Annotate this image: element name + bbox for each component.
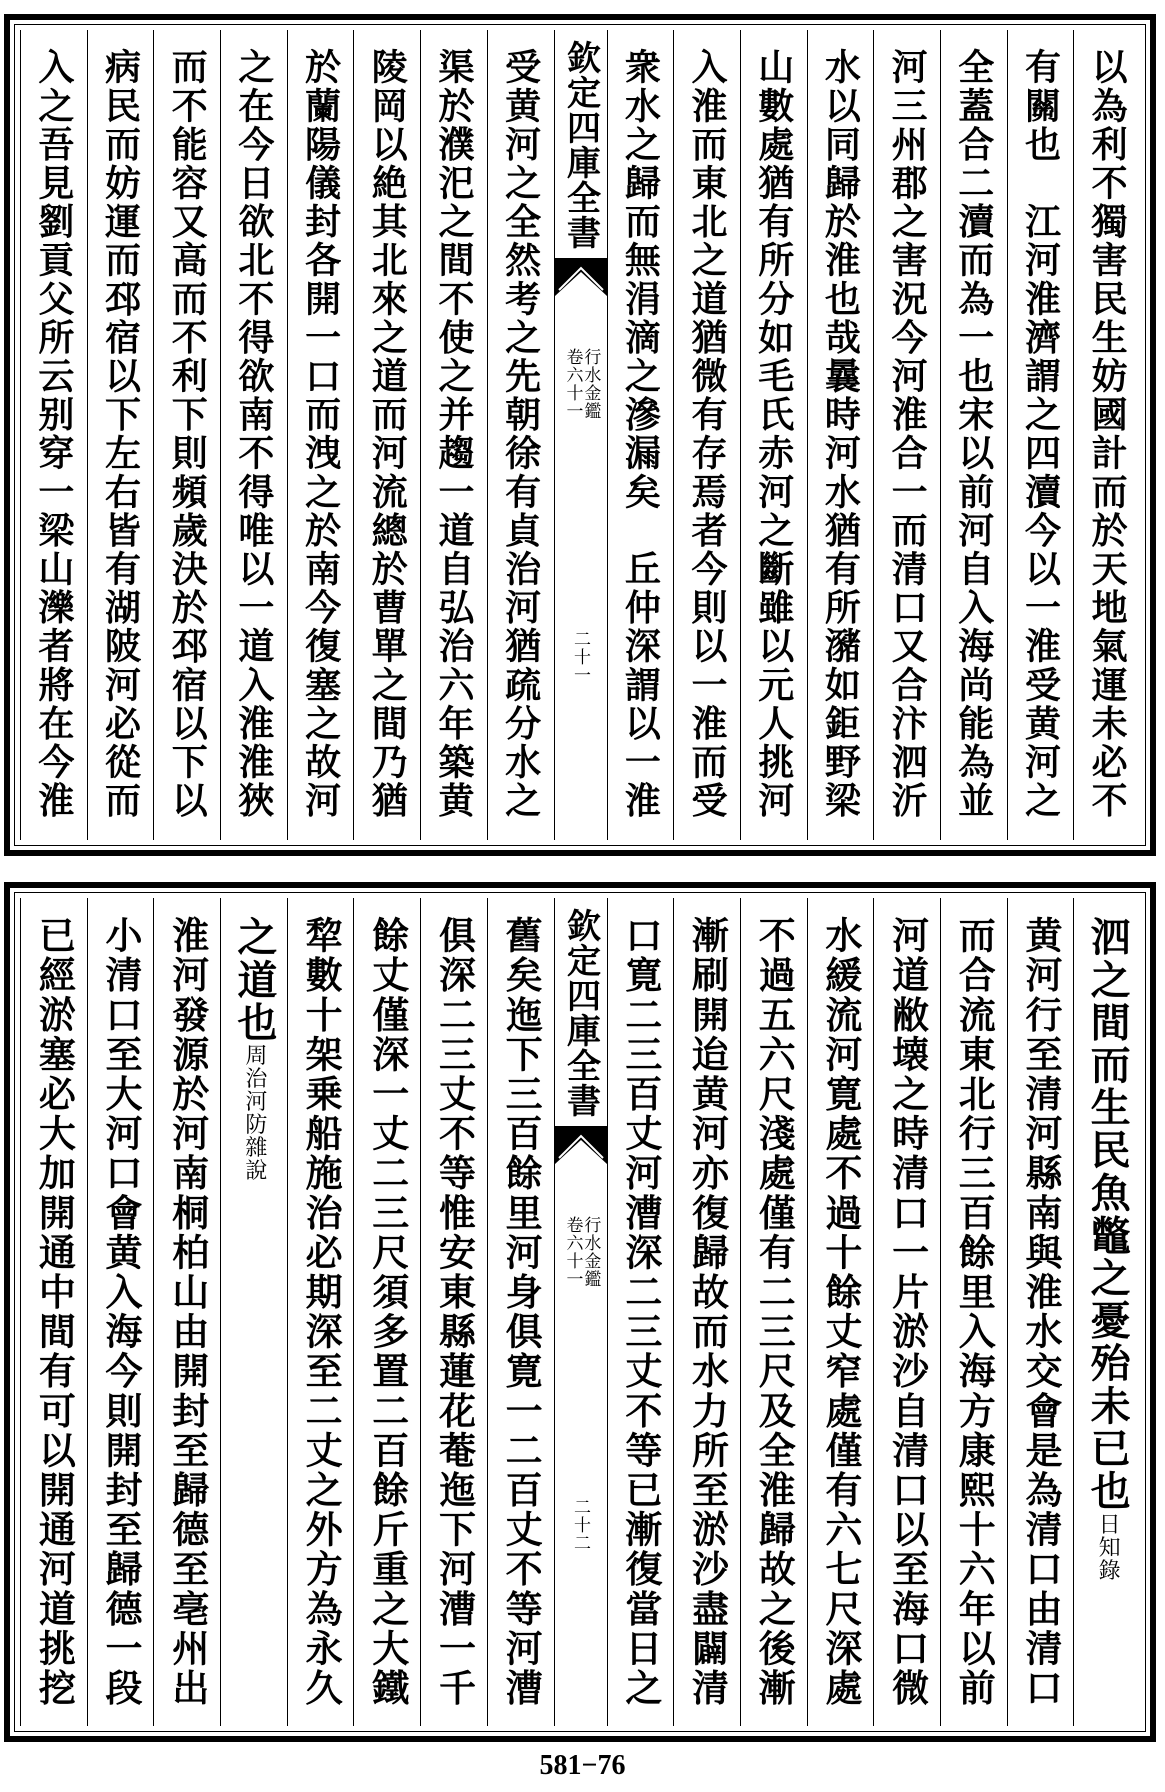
bottom-text-column: [940, 898, 1007, 1726]
column-text: [99, 48, 142, 820]
bottom-text-column: [287, 898, 354, 1726]
column-main-text: 舊矣迤下三百餘里河身俱寛一二百丈不等河漕: [499, 916, 544, 1708]
column-main-text: 俱深二三丈不等惟安東縣蓮花菴迤下河漕一千: [432, 916, 477, 1708]
top-text-column: [1007, 30, 1074, 840]
top-column-container: [20, 30, 1140, 840]
column-text: [618, 916, 663, 1708]
bottom-text-column: [673, 898, 740, 1726]
column-main-text: 以為利不獨害民生妨國計而於天地氣運未必不: [1086, 48, 1129, 820]
top-text-column: [20, 30, 87, 840]
fold-page-number: 二十一: [570, 630, 590, 684]
column-main-text: 之道也: [230, 916, 278, 1044]
bottom-text-column: [153, 898, 220, 1726]
column-text: [365, 916, 410, 1708]
bottom-text-column: [807, 898, 874, 1726]
top-text-column: [87, 30, 154, 840]
fold-subtitle: [563, 1216, 599, 1288]
source-note: 周治河防雜說: [241, 1043, 267, 1182]
top-fold-column: [554, 30, 607, 840]
column-text: [619, 48, 662, 820]
column-text: [99, 916, 144, 1708]
column-text: [366, 48, 409, 820]
column-text: [752, 916, 797, 1708]
fold-subtitle-line: 卷六十一: [562, 348, 583, 420]
bottom-text-column: [487, 898, 554, 1726]
column-text: [1019, 48, 1062, 820]
fold-subtitle-line: 行水金鑑: [580, 1216, 601, 1288]
fold-subtitle-line: 卷六十一: [562, 1216, 583, 1288]
column-main-text: 陵岡以絶其北來之道而河流總於曹單之間乃猶: [366, 48, 409, 820]
bottom-page-panel: [4, 882, 1156, 1742]
source-note: 日知錄: [1095, 1512, 1121, 1582]
column-main-text: 入淮而東北之道猶微有存焉者今則以一淮而受: [686, 48, 729, 820]
column-main-text: 已經淤塞必大加開通中間有可以開通河道挑挖: [32, 916, 77, 1708]
top-text-column: [1073, 30, 1140, 840]
column-main-text: 餘丈僅深一丈二三尺須多置二百餘斤重之大鐵: [365, 916, 410, 1708]
fold-subtitle-line: 行水金鑑: [580, 348, 601, 420]
column-text: [685, 916, 730, 1708]
column-main-text: 有關也 江河淮濟謂之四瀆今以一淮受黄河之: [1019, 48, 1062, 820]
top-text-column: [673, 30, 740, 840]
column-main-text: 泗之間而生民魚鼈之憂殆未已也: [1084, 916, 1132, 1513]
top-text-column: [940, 30, 1007, 840]
column-text: [166, 48, 209, 820]
column-main-text: 而不能容又高而不利下則頻歲決於邳宿以下以: [166, 48, 209, 820]
column-main-text: 口寛二三百丈河漕深二三丈不等已漸復當日之: [618, 916, 663, 1708]
column-text: [819, 48, 862, 820]
column-main-text: 淮河發源於河南桐柏山由開封至歸德至亳州出: [165, 916, 210, 1708]
column-text: [32, 48, 75, 820]
column-text: [1018, 916, 1063, 1708]
column-text: [499, 48, 542, 820]
column-main-text: 河三州郡之害況今河淮合一而清口又合汴泗沂: [886, 48, 929, 820]
column-text: [1086, 48, 1129, 820]
column-text: [952, 916, 997, 1708]
column-text: [299, 48, 342, 820]
column-text: [885, 916, 930, 1708]
bottom-text-column: [420, 898, 487, 1726]
top-text-column: [487, 30, 554, 840]
bottom-text-column: [740, 898, 807, 1726]
bottom-text-column: [1073, 898, 1140, 1726]
column-text: [432, 916, 477, 1708]
top-text-column: [740, 30, 807, 840]
column-main-text: 水以同歸於淮也哉曩時河水猶有所瀦如鉅野梁: [819, 48, 862, 820]
column-text: [952, 48, 995, 820]
top-text-column: [287, 30, 354, 840]
top-text-column: [153, 30, 220, 840]
column-text: [232, 48, 275, 820]
column-main-text: 衆水之歸而無涓滴之滲漏矣 丘仲深謂以一淮: [619, 48, 662, 820]
top-text-column: [420, 30, 487, 840]
bottom-text-column: [1007, 898, 1074, 1726]
top-text-column: [873, 30, 940, 840]
top-text-column: [807, 30, 874, 840]
column-text: [32, 916, 77, 1708]
fish-tail-mark-icon: [555, 1126, 607, 1164]
top-page-panel: [4, 14, 1156, 856]
page-number: 581−76: [539, 1750, 626, 1781]
column-text: [886, 48, 929, 820]
bottom-column-container: [20, 898, 1140, 1726]
column-main-text: 漸刷開迨黄河亦復歸故而水力所至淤沙盡闢清: [685, 916, 730, 1708]
column-main-text: 渠於濮汜之間不使之并趨一道自弘治六年築黄: [432, 48, 475, 820]
column-main-text: 之在今日欲北不得欲南不得唯以一道入淮淮狹: [232, 48, 275, 820]
column-text: [230, 916, 278, 1182]
column-main-text: 病民而妨運而邳宿以下左右皆有湖陂河必從而: [99, 48, 142, 820]
column-main-text: 黄河行至清河縣南與淮水交會是為清口由清口: [1018, 916, 1063, 1708]
column-main-text: 水緩流河寛處不過十餘丈窄處僅有六七尺深處: [818, 916, 863, 1708]
bottom-text-column: [353, 898, 420, 1726]
top-text-column: [607, 30, 674, 840]
fold-subtitle: [563, 348, 599, 420]
fold-book-title: 欽定四庫全書: [560, 40, 601, 250]
top-text-column: [353, 30, 420, 840]
column-text: [499, 916, 544, 1708]
column-text: [299, 916, 344, 1708]
bottom-text-column: [873, 898, 940, 1726]
column-main-text: 山數處猶有所分如毛氏赤河之斷雖以元人挑河: [752, 48, 795, 820]
bottom-text-column: [20, 898, 87, 1726]
fold-book-title: 欽定四庫全書: [560, 908, 601, 1118]
fold-page-number: 二十二: [570, 1498, 590, 1552]
column-text: [818, 916, 863, 1708]
top-text-column: [220, 30, 287, 840]
column-main-text: 入之吾見劉貢父所云别穿一梁山濼者將在今淮: [32, 48, 75, 820]
column-main-text: 於蘭陽儀封各開一口而洩之於南今復塞之故河: [299, 48, 342, 820]
fish-tail-mark-icon: [555, 258, 607, 296]
column-text: [686, 48, 729, 820]
column-main-text: 河道敝壊之時清口一片淤沙自清口以至海口微: [885, 916, 930, 1708]
column-text: [165, 916, 210, 1708]
column-main-text: 而合流東北行三百餘里入海方康熙十六年以前: [952, 916, 997, 1708]
column-text: [432, 48, 475, 820]
bottom-fold-column: [554, 898, 607, 1726]
column-main-text: 全蓋合二瀆而為一也宋以前河自入海尚能為並: [952, 48, 995, 820]
column-text: [1084, 916, 1132, 1582]
column-text: [752, 48, 795, 820]
column-main-text: 小清口至大河口會黄入海今則開封至歸德一段: [99, 916, 144, 1708]
column-main-text: 不過五六尺淺處僅有二三尺及全淮歸故之後漸: [752, 916, 797, 1708]
column-main-text: 犂數十架乗船施治必期深至二丈之外方為永久: [299, 916, 344, 1708]
bottom-text-column: [87, 898, 154, 1726]
bottom-text-column: [607, 898, 674, 1726]
bottom-text-column: [220, 898, 287, 1726]
column-main-text: 受黄河之全然考之先朝徐有貞治河猶疏分水之: [499, 48, 542, 820]
